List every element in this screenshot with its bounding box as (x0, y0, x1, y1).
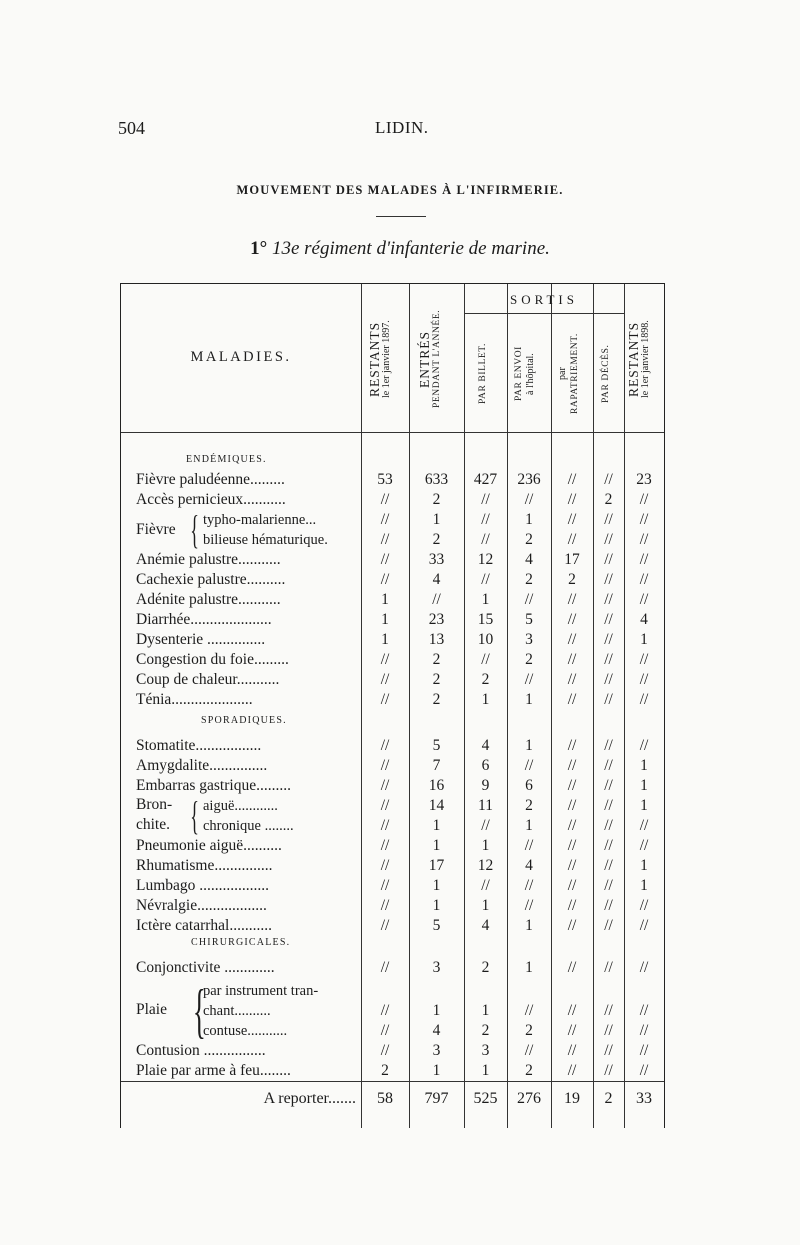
subtitle-number: 1° (250, 238, 268, 259)
cell-par-deces: // (604, 1002, 613, 1019)
cell-restants-1898: // (639, 837, 649, 854)
subtitle-text: 13e régiment d'infanterie de marine. (271, 238, 550, 259)
cell-restants-1897: // (380, 777, 390, 794)
cell-par-rapatriement: 2 (568, 571, 576, 588)
cell-par-envoi: // (524, 591, 534, 608)
cell-par-rapatriement: // (567, 797, 577, 814)
cell-par-deces: // (604, 959, 613, 976)
cell-par-rapatriement: // (567, 1062, 577, 1079)
cell-par-rapatriement: // (567, 471, 577, 488)
cell-restants-1898: // (639, 1022, 649, 1039)
cell-restants-1898: // (639, 817, 649, 834)
row-label: Coup de chaleur........... (136, 671, 280, 688)
table-row (121, 1041, 664, 1061)
table-row (121, 736, 664, 756)
cell-par-billet: // (481, 511, 490, 528)
cell-entres: 3 (432, 959, 441, 976)
cell-par-envoi: 236 (517, 471, 541, 488)
cell-par-deces: // (604, 631, 613, 648)
cell-restants-1898: 23 (636, 471, 652, 488)
cell-par-envoi: 2 (525, 797, 533, 814)
cell-par-rapatriement: // (567, 857, 577, 874)
row-label: Ténia..................... (136, 691, 253, 708)
cell-par-deces: // (604, 671, 613, 688)
cell-par-billet: 10 (477, 631, 494, 648)
table-row (121, 690, 664, 710)
cell-par-rapatriement: // (567, 591, 577, 608)
cell-restants-1897: // (380, 817, 390, 834)
cell-restants-1897: // (380, 737, 390, 754)
cell-par-rapatriement: // (567, 511, 577, 528)
header-separator (121, 432, 664, 433)
header-restants-1898-line1: RESTANTS (626, 321, 641, 397)
cell-restants-1898: // (639, 1062, 649, 1079)
header-entres-line1: ENTRÉS (417, 330, 432, 388)
cell-restants-1897: 2 (381, 1062, 389, 1079)
total-par-envoi: 276 (517, 1090, 541, 1107)
cell-restants-1898: // (639, 531, 649, 548)
cell-par-rapatriement: // (567, 491, 577, 508)
header-par-rapatriement-line1: par (557, 367, 568, 381)
cell-entres: 1 (432, 817, 441, 834)
cell-par-envoi: 4 (525, 857, 533, 874)
cell-par-billet: 2 (481, 671, 490, 688)
cell-par-rapatriement: // (567, 777, 577, 794)
cell-par-billet: 3 (481, 1042, 490, 1059)
cell-par-rapatriement: // (567, 897, 577, 914)
cell-entres: 1 (432, 511, 441, 528)
cell-entres: 2 (432, 691, 441, 708)
header-restants-1898-line2: le 1er janvier 1898. (640, 320, 651, 398)
row-label: Adénite palustre........... (136, 591, 281, 608)
cell-restants-1898: 1 (640, 857, 648, 874)
cell-par-billet: // (481, 491, 490, 508)
header-par-envoi (513, 320, 545, 428)
cell-restants-1898: // (639, 671, 649, 688)
total-row (121, 1086, 664, 1112)
total-par-rapatriement: 19 (564, 1090, 580, 1107)
row-label: par instrument tran- (203, 983, 319, 999)
row-label: contuse........... (203, 1023, 288, 1039)
total-label: A reporter....... (263, 1090, 356, 1107)
row-label: bilieuse hématurique. (203, 532, 328, 548)
row-label: aiguë............ (203, 798, 278, 814)
table-row (121, 550, 664, 570)
cell-restants-1897: 1 (381, 591, 389, 608)
cell-par-billet: 1 (481, 591, 490, 608)
cell-par-envoi: // (524, 491, 534, 508)
cell-restants-1898: 1 (640, 797, 648, 814)
cell-restants-1897: // (380, 857, 390, 874)
cell-entres: 1 (432, 1062, 441, 1079)
cell-par-deces: // (604, 1042, 613, 1059)
table-row (121, 630, 664, 650)
table-row (121, 776, 664, 796)
cell-par-rapatriement: // (567, 611, 577, 628)
brace-label-fievre: Fièvre (136, 521, 176, 538)
cell-restants-1897: 1 (381, 611, 389, 628)
header-par-rapatriement-line2: RAPATRIEMENT. (570, 333, 580, 415)
total-par-billet: 525 (473, 1090, 498, 1107)
header-par-envoi-line1: PAR ENVOI (514, 346, 524, 402)
cell-entres: 16 (428, 777, 445, 794)
cell-par-billet: // (481, 651, 490, 668)
cell-par-billet: 4 (481, 917, 490, 934)
row-label: Accès pernicieux........... (136, 491, 286, 508)
brace-plaie: { (192, 978, 206, 1044)
cell-par-envoi: 1 (525, 917, 533, 934)
row-label: Anémie palustre........... (136, 551, 281, 568)
table-row (121, 1021, 664, 1041)
header-restants-1897-line2: le 1er janvier 1897. (381, 320, 392, 398)
cell-par-envoi: // (524, 837, 534, 854)
header-par-billet (477, 320, 495, 428)
cell-par-deces: // (604, 691, 613, 708)
table-row (121, 856, 664, 876)
cell-restants-1898: // (639, 897, 649, 914)
cell-entres: 14 (428, 797, 445, 814)
cell-par-envoi: 2 (525, 531, 533, 548)
cell-par-deces: // (604, 651, 613, 668)
cell-restants-1898: // (639, 651, 649, 668)
brace-label-bron: Bron- (136, 796, 173, 813)
cell-par-rapatriement: // (567, 691, 577, 708)
cell-restants-1897: // (380, 757, 390, 774)
cell-par-rapatriement: // (567, 959, 577, 976)
cell-par-envoi: 2 (525, 651, 533, 668)
cell-restants-1897: // (380, 491, 390, 508)
cell-par-envoi: // (524, 757, 534, 774)
cell-restants-1897: // (380, 877, 390, 894)
header-par-deces (600, 320, 618, 428)
cell-restants-1897: // (380, 531, 390, 548)
cell-par-billet: // (481, 877, 490, 894)
cell-restants-1898: // (639, 1042, 649, 1059)
table-row (121, 916, 664, 936)
table-row (121, 670, 664, 690)
cell-par-rapatriement: // (567, 817, 577, 834)
cell-par-rapatriement: // (567, 737, 577, 754)
cell-restants-1898: // (639, 691, 649, 708)
table-row (121, 1061, 664, 1081)
row-label: Dysenterie ............... (136, 631, 266, 648)
total-restants-1898: 33 (636, 1090, 652, 1107)
cell-restants-1897: 53 (377, 471, 393, 488)
cell-restants-1898: 1 (640, 757, 648, 774)
cell-par-billet: // (481, 817, 490, 834)
cell-entres: 1 (432, 897, 441, 914)
table-row (121, 756, 664, 776)
row-label: Conjonctivite ............. (136, 959, 275, 976)
cell-par-envoi: 1 (525, 959, 533, 976)
brace-label-plaie: Plaie (136, 1001, 167, 1018)
cell-par-envoi: 1 (525, 817, 533, 834)
table-row (121, 590, 664, 610)
cell-restants-1898: // (639, 551, 649, 568)
row-label: Fièvre paludéenne......... (136, 471, 285, 488)
cell-entres: 1 (432, 837, 441, 854)
cell-restants-1897: // (380, 511, 390, 528)
cell-restants-1897: 1 (381, 631, 389, 648)
cell-par-deces: // (604, 531, 613, 548)
brace-bronchite: { (190, 793, 199, 838)
row-label: Congestion du foie......... (136, 651, 289, 668)
cell-par-envoi: // (524, 671, 534, 688)
cell-entres: 13 (428, 631, 445, 648)
cell-entres: 1 (432, 877, 441, 894)
header-restants-1897 (369, 290, 403, 428)
cell-restants-1898: // (639, 511, 649, 528)
table-row (121, 836, 664, 856)
cell-par-deces: 2 (604, 491, 613, 508)
cell-par-rapatriement: // (567, 631, 577, 648)
section-endemiques: ENDÉMIQUES. (186, 454, 267, 465)
total-separator (121, 1081, 664, 1082)
row-label: Embarras gastrique......... (136, 777, 291, 794)
cell-par-deces: // (604, 471, 613, 488)
cell-restants-1898: 1 (640, 777, 648, 794)
table-row (121, 510, 664, 530)
cell-par-billet: 2 (481, 1022, 490, 1039)
cell-par-deces: // (604, 737, 613, 754)
cell-par-deces: // (604, 611, 613, 628)
cell-par-deces: // (604, 571, 613, 588)
row-label: chronique ........ (203, 818, 294, 834)
cell-entres: 3 (432, 1042, 441, 1059)
cell-par-billet: // (481, 531, 490, 548)
cell-par-deces: // (604, 591, 613, 608)
row-label: Amygdalite............... (136, 757, 268, 774)
cell-par-rapatriement: // (567, 671, 577, 688)
cell-entres: 1 (432, 1002, 441, 1019)
cell-par-deces: // (604, 797, 613, 814)
cell-restants-1897: // (380, 571, 390, 588)
cell-par-deces: // (604, 551, 613, 568)
table-row (121, 650, 664, 670)
header-par-envoi-line2: à l'hôpital. (525, 353, 536, 395)
table-row (121, 796, 664, 816)
cell-restants-1897: // (380, 671, 390, 688)
row-label: chant.......... (203, 1003, 271, 1019)
cell-restants-1897: // (380, 959, 390, 976)
running-head: LIDIN. (375, 118, 429, 137)
cell-par-billet: // (481, 571, 490, 588)
cell-par-billet: 1 (481, 1002, 490, 1019)
cell-entres: 33 (428, 551, 445, 568)
cell-restants-1897: // (380, 1002, 390, 1019)
cell-par-envoi: // (524, 897, 534, 914)
cell-restants-1897: // (380, 691, 390, 708)
row-label: Rhumatisme............... (136, 857, 273, 874)
cell-par-deces: // (604, 917, 613, 934)
cell-restants-1898: 1 (640, 631, 648, 648)
cell-par-deces: // (604, 1022, 613, 1039)
cell-par-billet: 9 (481, 777, 490, 794)
brace-fievre: { (190, 507, 199, 552)
cell-entres: 2 (432, 671, 441, 688)
header-entres (419, 290, 453, 428)
cell-entres: 7 (432, 757, 441, 774)
cell-restants-1898: // (639, 591, 649, 608)
table-row (121, 470, 664, 490)
cell-restants-1898: // (639, 959, 649, 976)
table-row (121, 1001, 664, 1021)
row-label: Cachexie palustre.......... (136, 571, 286, 588)
table-subtitle (0, 238, 800, 260)
cell-par-rapatriement: // (567, 531, 577, 548)
header-maladies: MALADIES. (190, 349, 292, 365)
cell-par-deces: // (604, 877, 613, 894)
row-label: Diarrhée..................... (136, 611, 272, 628)
cell-entres: 4 (432, 571, 441, 588)
cell-par-billet: 1 (481, 691, 490, 708)
cell-restants-1897: // (380, 551, 390, 568)
cell-par-deces: // (604, 777, 613, 794)
table-row (121, 490, 664, 510)
header-restants-1898 (628, 290, 662, 428)
cell-par-envoi: 1 (525, 511, 533, 528)
cell-restants-1898: // (639, 491, 649, 508)
row-label: Contusion ................ (136, 1042, 266, 1059)
cell-par-rapatriement: // (567, 1042, 577, 1059)
cell-par-rapatriement: // (567, 1002, 577, 1019)
header-par-deces-text: PAR DÉCÈS. (601, 344, 611, 404)
header-restants-1897-line1: RESTANTS (367, 321, 382, 397)
row-label: Névralgie.................. (136, 897, 267, 914)
cell-par-billet: 15 (477, 611, 494, 628)
cell-par-rapatriement: // (567, 917, 577, 934)
cell-restants-1897: // (380, 897, 390, 914)
cell-restants-1898: // (639, 571, 649, 588)
cell-restants-1898: // (639, 1002, 649, 1019)
cell-par-envoi: 1 (525, 691, 533, 708)
section-sporadiques: SPORADIQUES. (201, 715, 287, 726)
cell-par-billet: 427 (473, 471, 498, 488)
cell-restants-1897: // (380, 1022, 390, 1039)
page-number: 504 (118, 118, 145, 138)
cell-entres: 633 (424, 471, 449, 488)
cell-restants-1897: // (380, 917, 390, 934)
brace-label-chite: chite. (136, 816, 170, 833)
cell-entres: 5 (432, 737, 441, 754)
cell-restants-1897: // (380, 1042, 390, 1059)
page-title: MOUVEMENT DES MALADES À L'INFIRMERIE. (236, 183, 564, 197)
header-entres-line2: PENDANT L'ANNÉE. (432, 309, 442, 409)
sortis-rule (464, 313, 624, 314)
row-label: Plaie par arme à feu........ (136, 1062, 291, 1079)
cell-restants-1898: 4 (640, 611, 648, 628)
cell-restants-1897: // (380, 797, 390, 814)
header-par-rapatriement (557, 320, 589, 428)
cell-restants-1898: // (639, 737, 649, 754)
total-par-deces: 2 (604, 1090, 613, 1107)
table-row (121, 896, 664, 916)
cell-par-billet: 12 (477, 857, 494, 874)
cell-restants-1898: 1 (640, 877, 648, 894)
cell-par-envoi: // (524, 1042, 534, 1059)
cell-par-rapatriement: // (567, 651, 577, 668)
cell-par-envoi: 2 (525, 571, 533, 588)
cell-restants-1897: // (380, 837, 390, 854)
cell-par-envoi: // (524, 877, 534, 894)
cell-par-billet: 6 (481, 757, 490, 774)
cell-entres: // (432, 591, 441, 608)
cell-par-deces: // (604, 817, 613, 834)
header-par-billet-text: PAR BILLET. (478, 343, 488, 405)
cell-entres: 2 (432, 651, 441, 668)
cell-par-deces: // (604, 757, 613, 774)
cell-par-billet: 1 (481, 897, 490, 914)
cell-entres: 4 (432, 1022, 441, 1039)
section-chirurgicales: CHIRURGICALES. (191, 937, 291, 948)
cell-entres: 2 (432, 531, 441, 548)
cell-par-billet: 1 (481, 837, 490, 854)
table-row (121, 610, 664, 630)
cell-par-envoi: 6 (525, 777, 533, 794)
title-rule (376, 216, 426, 217)
cell-par-envoi: 2 (525, 1022, 533, 1039)
cell-par-rapatriement: // (567, 837, 577, 854)
table-row (121, 816, 664, 836)
cell-entres: 2 (432, 491, 441, 508)
cell-restants-1898: // (639, 917, 649, 934)
cell-par-envoi: 5 (525, 611, 533, 628)
cell-par-rapatriement: // (567, 757, 577, 774)
cell-par-billet: 11 (478, 797, 493, 814)
cell-par-deces: // (604, 1062, 613, 1079)
row-label: Lumbago .................. (136, 877, 270, 894)
table-row (121, 570, 664, 590)
cell-entres: 5 (432, 917, 441, 934)
cell-par-rapatriement: // (567, 1022, 577, 1039)
cell-par-rapatriement: // (567, 877, 577, 894)
cell-par-deces: // (604, 837, 613, 854)
cell-par-deces: // (604, 857, 613, 874)
cell-par-billet: 4 (481, 737, 490, 754)
cell-par-envoi: 1 (525, 737, 533, 754)
table-row (121, 981, 664, 1001)
cell-entres: 23 (428, 611, 445, 628)
cell-restants-1897: // (380, 651, 390, 668)
cell-par-billet: 1 (481, 1062, 490, 1079)
total-restants-1897: 58 (377, 1090, 393, 1107)
header-sortis: SORTIS (509, 292, 578, 307)
cell-par-envoi: 3 (525, 631, 533, 648)
cell-par-billet: 2 (481, 959, 490, 976)
row-label: typho-malarienne... (203, 512, 317, 528)
table-row (121, 530, 664, 550)
cell-par-rapatriement: 17 (564, 551, 580, 568)
row-label: Stomatite................. (136, 737, 262, 754)
cell-par-deces: // (604, 511, 613, 528)
cell-par-deces: // (604, 897, 613, 914)
row-label: Ictère catarrhal........... (136, 917, 272, 934)
row-label: Pneumonie aiguë.......... (136, 837, 282, 854)
table-row (121, 958, 664, 978)
cell-par-envoi: // (524, 1002, 534, 1019)
cell-par-envoi: 4 (525, 551, 533, 568)
total-entres: 797 (424, 1090, 449, 1107)
cell-par-billet: 12 (477, 551, 494, 568)
table-row (121, 876, 664, 896)
cell-par-envoi: 2 (525, 1062, 533, 1079)
disease-table (120, 283, 665, 1128)
cell-entres: 17 (428, 857, 445, 874)
